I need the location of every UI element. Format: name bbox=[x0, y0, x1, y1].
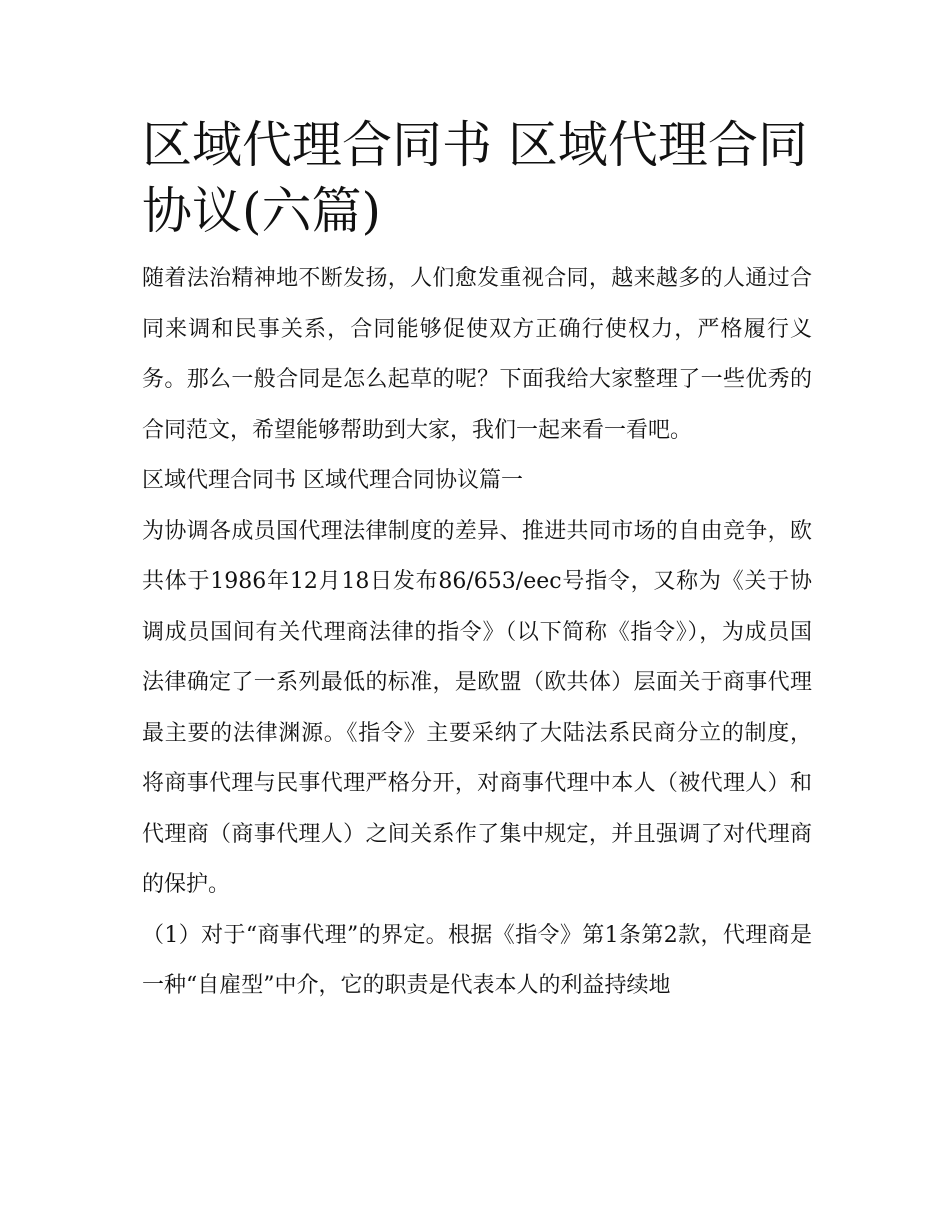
section-heading: 区域代理合同书 区域代理合同协议篇一 bbox=[142, 468, 523, 493]
document-title: 区域代理合同书 区域代理合同协议(六篇) bbox=[142, 116, 808, 240]
intro-paragraph: 随着法治精神地不断发扬，人们愈发重视合同，越来越多的人通过合同来调和民事关系，合同能够促使双方正确行使权力，严格履行义务。那么一般合同是怎么起草的呢？下面我给大家整理了一些优秀的合同范文，希望能够帮助到大家，我们一起来看一看吧。 bbox=[142, 266, 812, 443]
document-page bbox=[142, 112, 812, 1012]
section-paragraph-1: 为协调各成员国代理法律制度的差异、推进共同市场的自由竞争，欧共体于1986年12月18日发布86/653/eec号指令，又称为《关于协调成员国间有关代理商法律的指令》（以下简称《指令》），为成员国法律确定了一系列最低的标准，是欧盟（欧共体）层面关于商事代理最主要的法律渊源。《指令》主要采纳了大陆法系民商分立的制度，将商事代理与民事代理严格分开，对商事代理中本人（被代理人）和代理商（商事代理人）之间关系作了集中规定，并且强调了对代理商的保护。 bbox=[142, 518, 812, 897]
section-paragraph-2: （1）对于“商事代理”的界定。根据《指令》第1条第2款，代理商是一种“自雇型”中介，它的职责是代表本人的利益持续地 bbox=[142, 922, 812, 998]
